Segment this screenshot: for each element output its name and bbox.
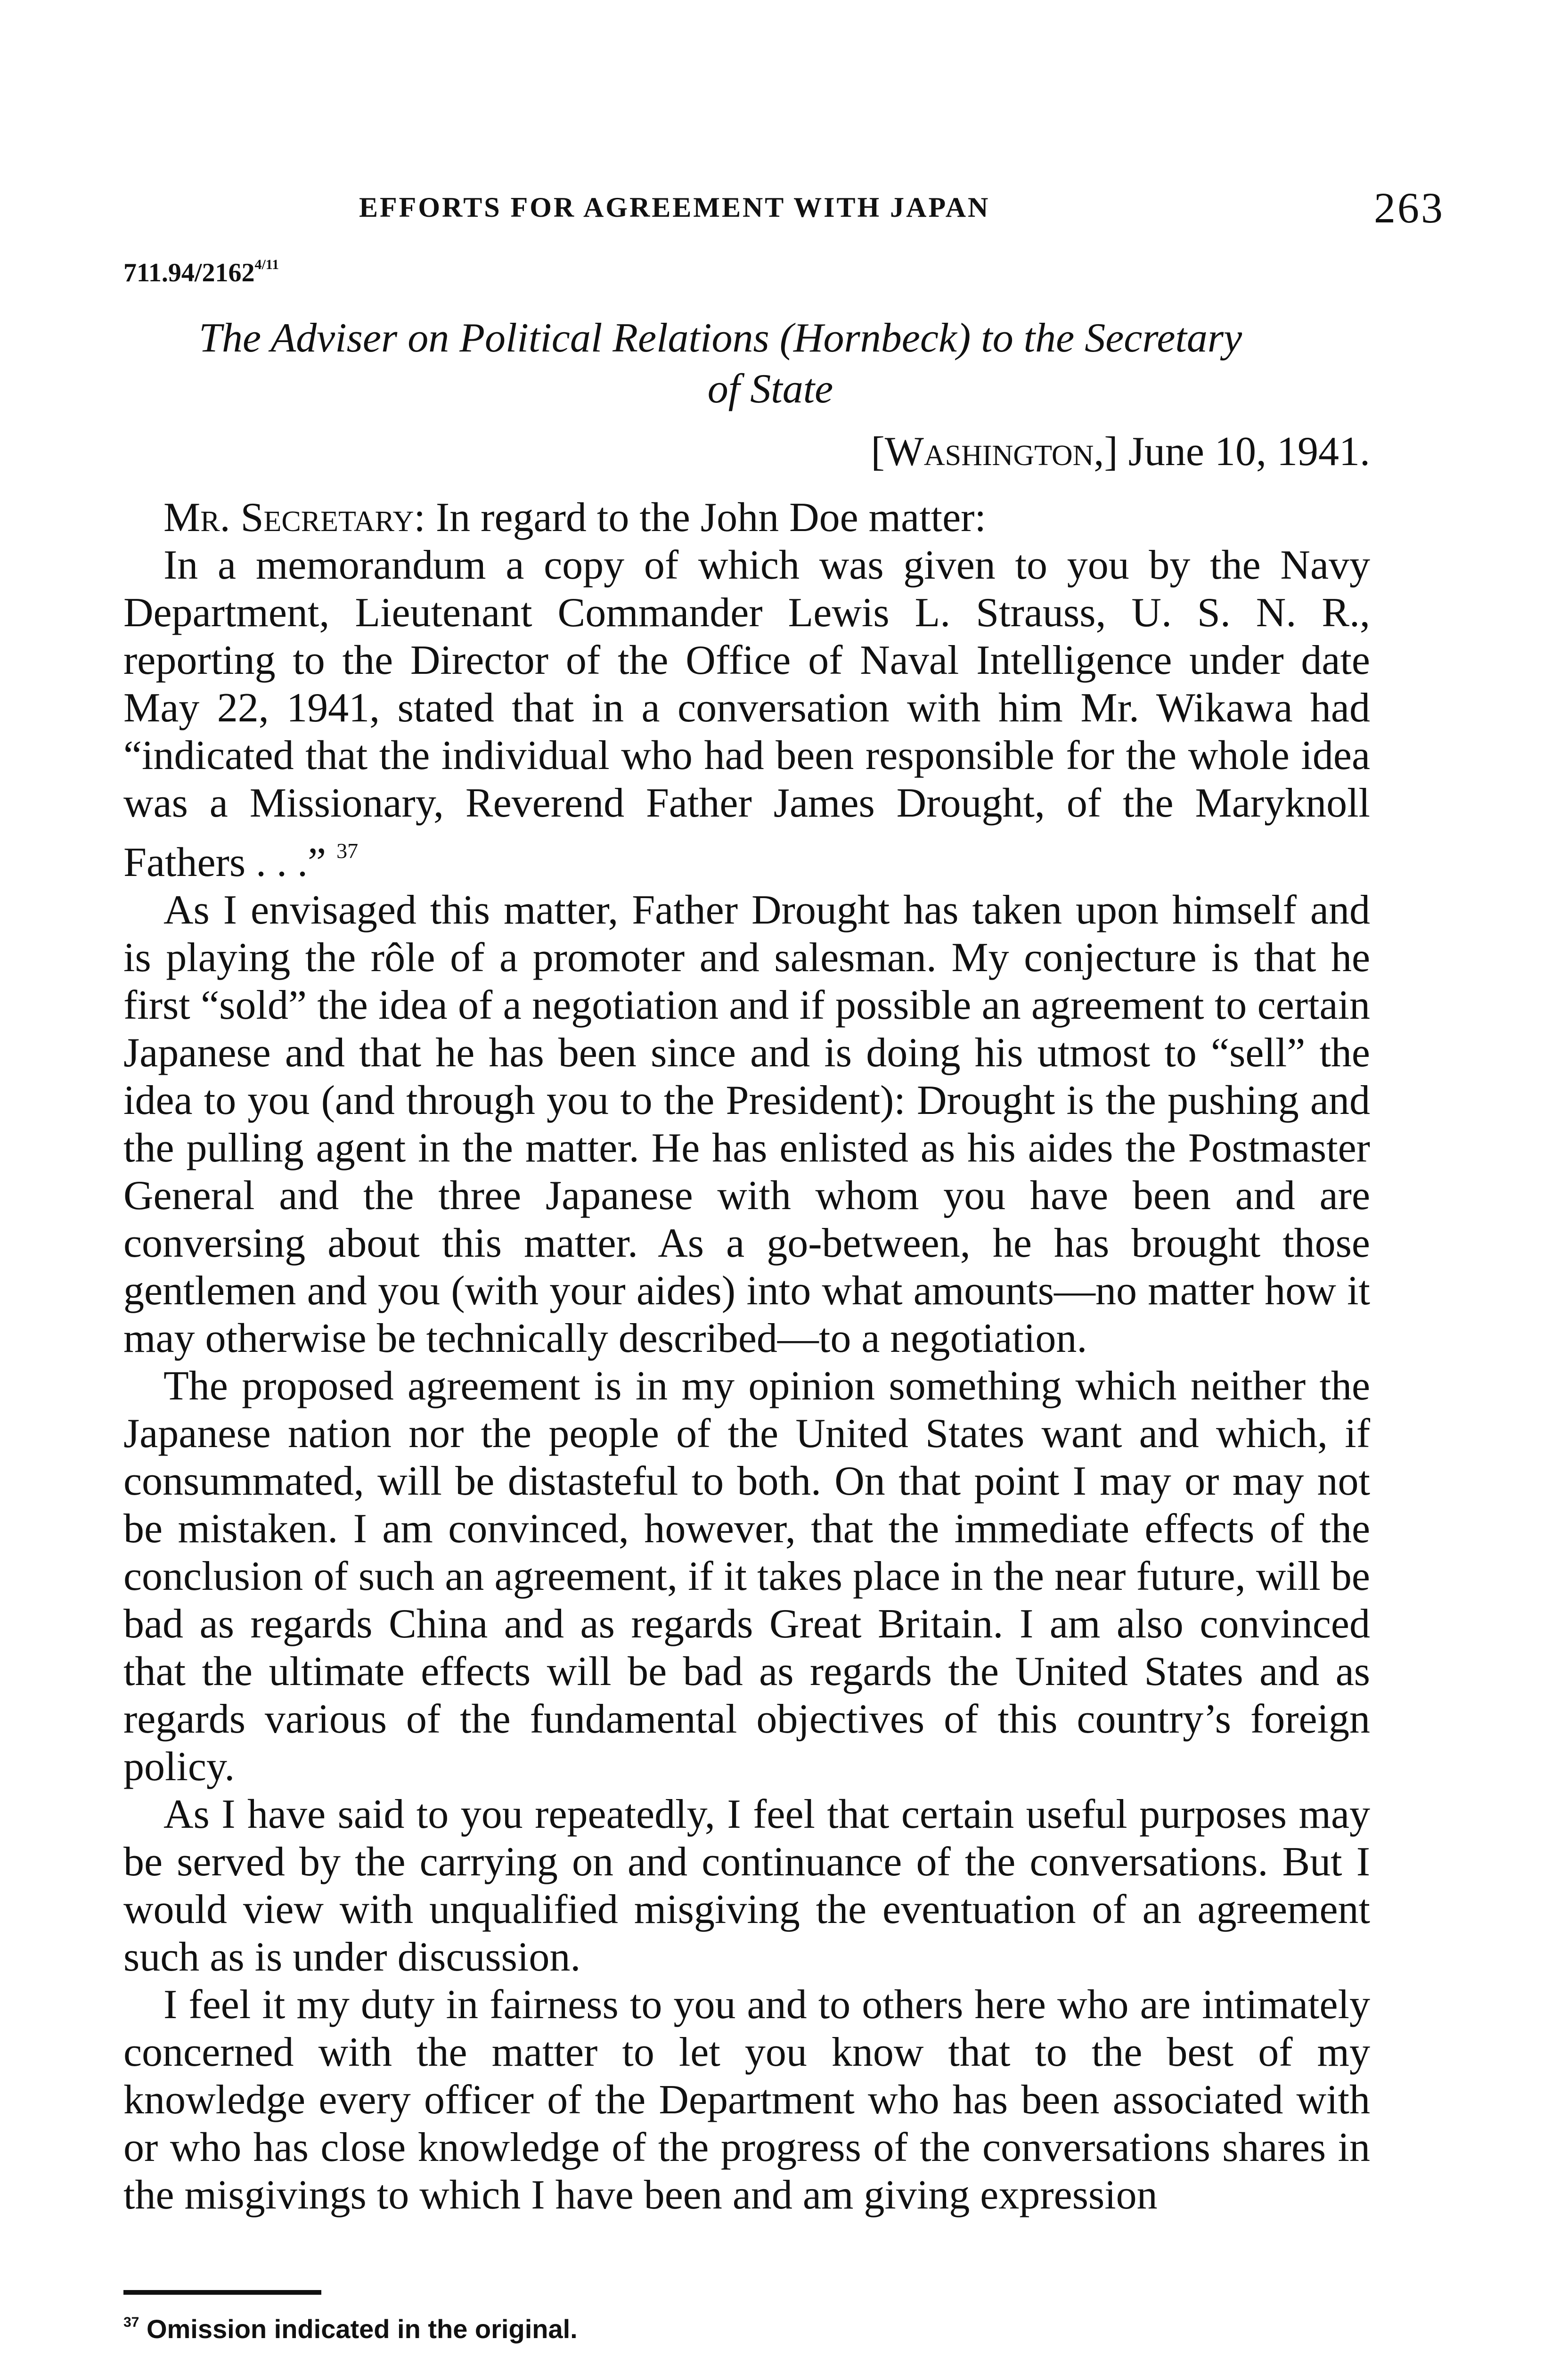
document-reference	[123, 257, 279, 288]
paragraph-3: The proposed agreement is in my opinion something which neither the Japanese nation nor the people of the United States want and which, if consummated, will be distasteful to both. On that point I may or may not be mistaken. I am convinced, however, that the immediate effects of the conclusion of such an agreement, if it takes place in the near future, will be bad as regards China and as regards Great Britain. I am also convinced that the ultimate effects will be bad as regards the United States and as regards various of the fundamental objectives of this country’s foreign policy.	[123, 1363, 1370, 1790]
paragraph-5: I feel it my duty in fairness to you and to others here who are intimately concerned with the matter to let you know that to the best of my knowledge every officer of the Department who has been associated with or who has close knowledge of the progress of the conversations shares in the misgivings to which I have been and am giving expression	[123, 1982, 1370, 2218]
footnote-reference[interactable]: 37	[336, 839, 359, 863]
paragraph-4: As I have said to you repeatedly, I feel that certain useful purposes may be served by the carrying on and continuance of the conversations. But I would view with unqualified misgiving the eventuation of an agreement such as is under discussion.	[123, 1792, 1370, 1980]
paragraph-2: As I envisaged this matter, Father Drought has taken upon himself and is playing the rôle of a promoter and salesman. My conjecture is that he first “sold” the idea of a negotiation and if possible an agreement to certain Japanese and that he has been since and is doing his utmost to “sell” the idea to you (and through you to the President): Drought is the pushing and the pulling agent in the matter. He has enlisted as his aides the Postmaster General and the three Japanese with whom you have been and are conversing about this matter. As a go-between, he has brought those gentlemen and you (with your aides) into what amounts—no matter how it may otherwise be technically described—to a negotiation.	[123, 887, 1370, 1361]
running-title: EFFORTS FOR AGREEMENT WITH JAPAN	[359, 192, 990, 223]
letter-body	[123, 494, 1370, 2219]
document-reference-suffix: 4/11	[254, 257, 279, 272]
salutation-text: : In regard to the John Doe matter:	[414, 495, 986, 540]
document-reference-number: 711.94/2162	[123, 258, 255, 287]
heading-line-2: of State	[707, 366, 833, 412]
heading-line-1: The Adviser on Political Relations (Hornbeck) to the Secretary	[199, 315, 1242, 361]
page-number: 263	[1374, 184, 1445, 232]
salutation-label: Mr. Secretary	[163, 495, 414, 540]
footnote-text: Omission indicated in the original.	[146, 2314, 578, 2344]
salutation	[123, 494, 1370, 541]
dateline	[871, 428, 1370, 475]
dateline-date: June 10, 1941.	[1128, 429, 1370, 474]
paragraph-1	[123, 541, 1370, 886]
page-header	[123, 183, 1445, 235]
footnote-mark: 37	[123, 2315, 139, 2330]
footnote	[123, 2314, 578, 2344]
paragraph-1-text: In a memorandum a copy of which was given to you by the Navy Department, Lieutenant Commander Lewis L. Strauss, U. S. N. R., reporting to the Director of the Office of Naval Intelligence under date May 22, 1941, stated that in a conversation with him Mr. Wikawa had “indicated that the individual who had been responsible for the whole idea was a Missionary, Reverend Father James Drought, of the Maryknoll Fathers . . .”	[123, 542, 1370, 885]
footnote-divider	[123, 2290, 321, 2295]
dateline-place: [Washington,]	[871, 429, 1118, 474]
document-heading	[123, 313, 1370, 415]
